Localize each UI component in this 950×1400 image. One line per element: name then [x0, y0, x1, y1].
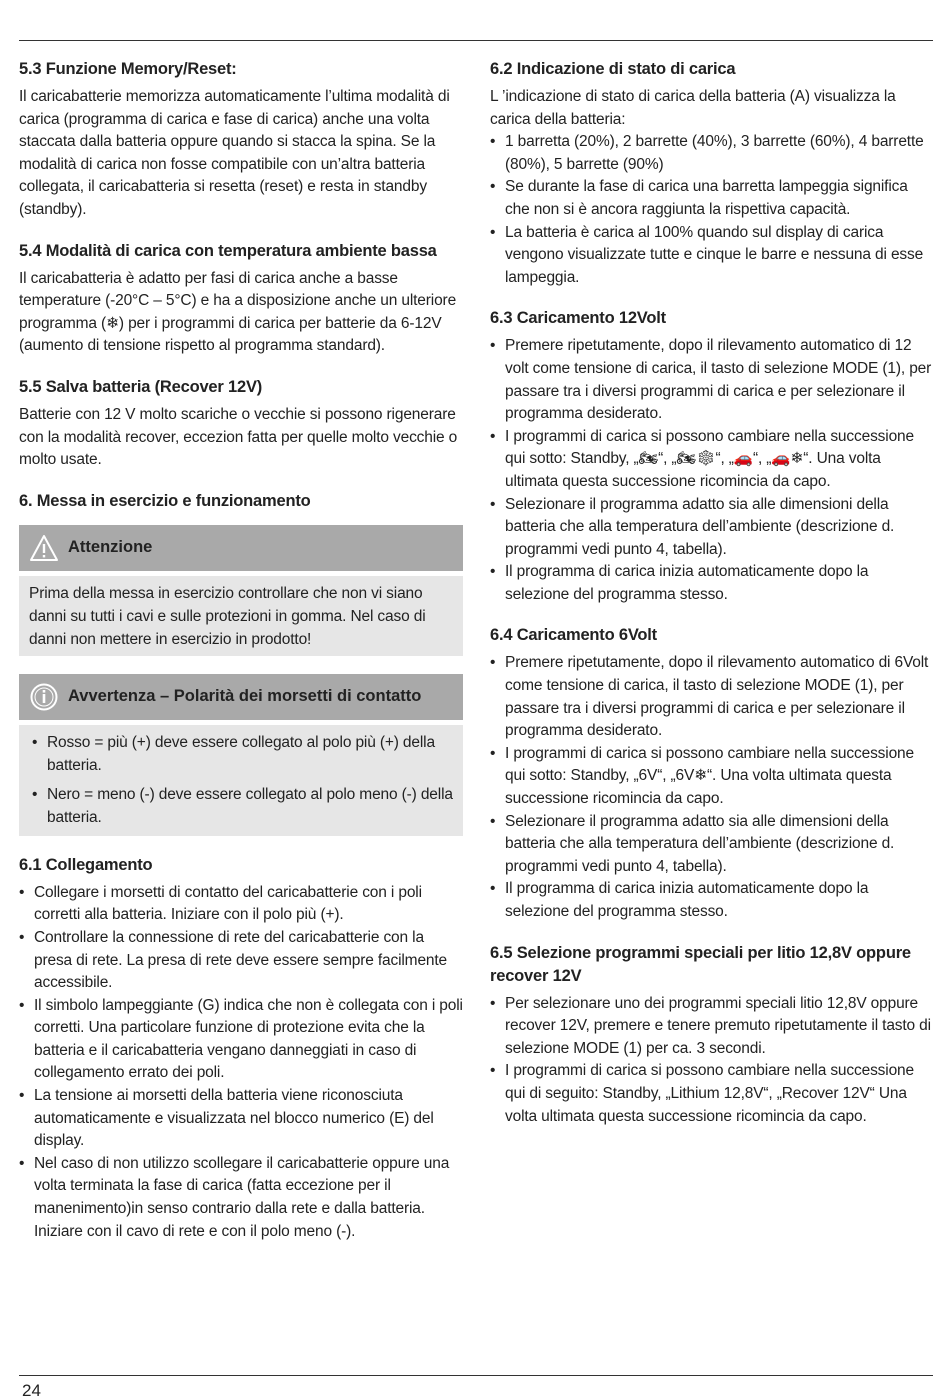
section-6-5 [490, 942, 934, 1129]
warning-body [19, 576, 463, 656]
section-6-1 [19, 854, 463, 1244]
bullet-list [490, 335, 934, 606]
list-item: • Premere ripetutamente, dopo il rilevamento automatico di 12 volt come tensione di carica, il tasto di selezione MODE (1), per passare tra i diversi programmi di carica e per selezionare il programma desiderato. [490, 335, 934, 425]
warning-header [19, 525, 463, 571]
warning-triangle-icon [29, 533, 59, 563]
list-item: • Controllare la connessione di rete del caricabatterie con la presa di rete. La presa di rete deve essere sempre facilmente accessibile. [19, 927, 463, 995]
section-title: 5.3 Funzione Memory/Reset: [19, 60, 237, 78]
right-column [490, 58, 934, 1146]
list-item: • Rosso = più (+) deve essere collegato al polo più (+) della batteria. [29, 731, 453, 777]
left-column [19, 58, 463, 1261]
list-item: • La batteria è carica al 100% quando sul display di carica vengono visualizzate tutte e cinque le barre e nessuna di esse lampeggia. [490, 222, 934, 290]
section-6-4 [490, 624, 934, 923]
page-number: 24 [22, 1381, 41, 1400]
list-item: • I programmi di carica si possono cambiare nella successione qui sotto: Standby, „6V“, „6V❄“. Una volta ultimata questa successione ricomincia da capo. [490, 743, 934, 811]
list-item: • Il simbolo lampeggiante (G) indica che non è collegata con i poli corretti. Una particolare funzione di protezione evita che la batteria e il caricabatteria vengano danneggiati in caso di collegamento errato dei poli. [19, 995, 463, 1085]
section-title: 5.4 Modalità di carica con temperatura ambiente bassa [19, 241, 437, 260]
info-icon [29, 682, 59, 712]
section-title: 6.4 Caricamento 6Volt [490, 626, 657, 645]
bullet-list [490, 652, 934, 923]
list-item: • Premere ripetutamente, dopo il rilevamento automatico di 6Volt come tensione di carica, il tasto di selezione MODE (1), per passare tra i diversi programmi di carica e per selezionare il programma desiderato. [490, 652, 934, 742]
section-title: 6.5 Selezione programmi speciali per litio 12,8V oppure recover 12V [490, 943, 911, 985]
warning-title: Attenzione [68, 538, 153, 557]
section-title: 6. Messa in esercizio e funzionamento [19, 491, 311, 510]
section-title: 6.2 Indicazione di stato di carica [490, 60, 736, 78]
list-item: • Il programma di carica inizia automaticamente dopo la selezione del programma stesso. [490, 878, 934, 923]
list-item: • 1 barretta (20%), 2 barrette (40%), 3 barrette (60%), 4 barrette (80%), 5 barrette (90%) [490, 131, 934, 176]
bullet-list [490, 993, 934, 1129]
list-item: • Il programma di carica inizia automaticamente dopo la selezione del programma stesso. [490, 561, 934, 606]
list-item: • Se durante la fase di carica una barretta lampeggia significa che non si è ancora raggiunta la rispettiva capacità. [490, 176, 934, 221]
note-header [19, 674, 463, 720]
note-body [19, 725, 463, 836]
list-item: • Nel caso di non utilizzo scollegare il caricabatterie oppure una volta terminata la fase di carica (fatta eccezione per il manenimento)in senso contrario dalla rete e dalla batteria. Iniziare con il cavo di rete e con il polo meno (-). [19, 1153, 463, 1243]
section-5-3 [19, 58, 463, 222]
section-6 [19, 490, 463, 513]
list-item: • La tensione ai morsetti della batteria viene riconosciuta automaticamente e visualizzata nel blocco numerico (E) del display. [19, 1085, 463, 1153]
section-title: 5.5 Salva batteria (Recover 12V) [19, 377, 263, 396]
note-list [29, 731, 453, 829]
note-box [19, 674, 463, 836]
note-title: Avvertenza – Polarità dei morsetti di contatto [68, 687, 422, 706]
list-item: • I programmi di carica si possono cambiare nella successione qui di seguito: Standby, „Lithium 12,8V“, „Recover 12V“ Una volta ultimata questa successione ricomincia da capo. [490, 1060, 934, 1128]
paragraph: Il caricabatterie memorizza automaticamente l’ultima modalità di carica (programma di carica e fase di carica) anche una volta staccata dalla batteria oppure quando si stacca la spina. Se la modalità di carica non fosse compatibile con un’altra batteria collegata, il caricabatteria si resetta (reset) e resta in standby (standby). [19, 88, 450, 218]
section-5-4 [19, 240, 463, 358]
paragraph: Il caricabatteria è adatto per fasi di carica anche a basse temperature (-20°C – 5°C) e ha a disposizione anche un ulteriore programma (❄) per i programmi di carica per batterie da 6-12V (aumento di tensione rispetto al programma standard). [19, 269, 457, 355]
top-rule [19, 40, 933, 41]
warning-box [19, 525, 463, 656]
bullet-list [490, 131, 934, 289]
section-title: 6.1 Collegamento [19, 855, 153, 874]
list-item: • Selezionare il programma adatto sia alle dimensioni della batteria che alla temperatura dell’ambiente (descrizione d. programmi vedi punto 4, tabella). [490, 494, 934, 562]
section-6-2 [490, 58, 934, 289]
list-item: • I programmi di carica si possono cambiare nella successione qui sotto: Standby, „🏍“, „🏍❄“, „🚗“, „🚗❄“. Una volta ultimata questa successione ricomincia da capo. [490, 426, 934, 494]
list-item: • Per selezionare uno dei programmi speciali litio 12,8V oppure recover 12V, premere e tenere premuto ripetutamente il tasto di selezione MODE (1) per ca. 3 secondi. [490, 993, 934, 1061]
list-item: • Nero = meno (-) deve essere collegato al polo meno (-) della batteria. [29, 783, 453, 829]
list-item: • Collegare i morsetti di contatto del caricabatterie con i poli corretti alla batteria. Iniziare con il polo più (+). [19, 882, 463, 927]
bottom-rule [19, 1375, 933, 1376]
section-6-3 [490, 307, 934, 606]
list-item: • Selezionare il programma adatto sia alle dimensioni della batteria che alla temperatura dell’ambiente (descrizione d. programmi vedi punto 4, tabella). [490, 811, 934, 879]
warning-text: Prima della messa in esercizio controllare che non vi siano danni su tutti i cavi e sulle protezioni in gomma. Nel caso di danni non mettere in esercizio in prodotto! [29, 584, 426, 648]
section-5-5 [19, 376, 463, 472]
paragraph: L ’indicazione di stato di carica della batteria (A) visualizza la carica della batteria: [490, 88, 896, 128]
section-title: 6.3 Caricamento 12Volt [490, 309, 666, 328]
paragraph: Batterie con 12 V molto scariche o vecchie si possono rigenerare con la modalità recover, eccezion fatta per quelle molto vecchie o molto usate. [19, 405, 458, 469]
bullet-list [19, 882, 463, 1244]
